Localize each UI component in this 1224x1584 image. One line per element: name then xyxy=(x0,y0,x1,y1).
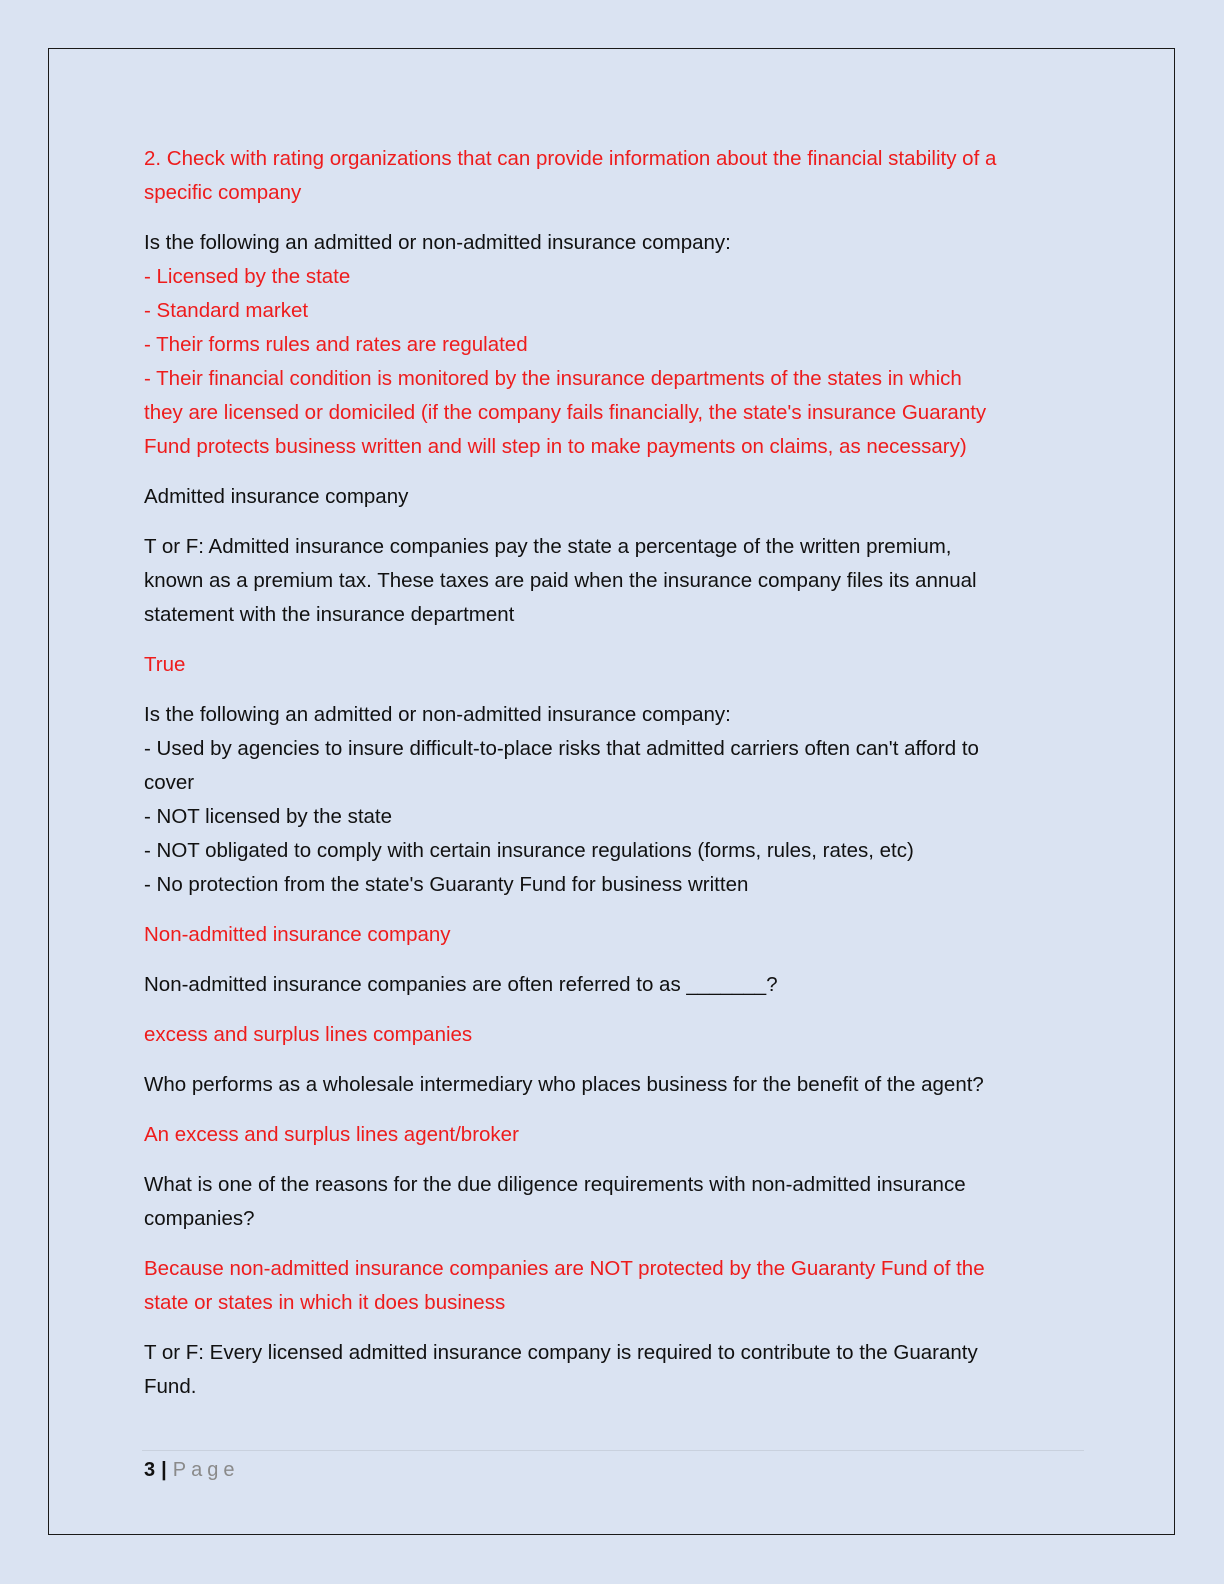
question-paragraph xyxy=(144,698,1074,902)
answer-line: An excess and surplus lines agent/broker xyxy=(144,1123,519,1146)
answer-line: - Standard market xyxy=(144,299,309,322)
question-line: Is the following an admitted or non-admitted insurance company: xyxy=(144,703,731,726)
footer-divider xyxy=(142,1450,1084,1451)
answer-line: specific company xyxy=(144,181,302,204)
answer-paragraph xyxy=(144,1252,1074,1320)
answer-line: Non-admitted insurance company xyxy=(144,923,451,946)
question-paragraph xyxy=(144,1068,1074,1102)
question-line: - NOT obligated to comply with certain insurance regulations (forms, rules, rates, etc) xyxy=(144,839,914,862)
answer-paragraph xyxy=(144,1118,1074,1152)
question-line: T or F: Every licensed admitted insurance company is required to contribute to the Guaranty xyxy=(144,1341,978,1364)
answer-line: True xyxy=(144,653,186,676)
answer-line: excess and surplus lines companies xyxy=(144,1023,473,1046)
question-paragraph xyxy=(144,1336,1074,1404)
question-paragraph xyxy=(144,226,1074,464)
answer-line: 2. Check with rating organizations that can provide information about the financial stability of a xyxy=(144,147,997,170)
page-footer xyxy=(144,1455,239,1485)
question-line: - NOT licensed by the state xyxy=(144,805,393,828)
question-line: Who performs as a wholesale intermediary who places business for the benefit of the agent? xyxy=(144,1073,984,1096)
question-line: companies? xyxy=(144,1207,255,1230)
answer-line: Because non-admitted insurance companies are NOT protected by the Guaranty Fund of the xyxy=(144,1257,985,1280)
answer-line: Fund protects business written and will step in to make payments on claims, as necessary) xyxy=(144,435,967,458)
question-line: Admitted insurance company xyxy=(144,485,409,508)
page-number: 3 xyxy=(144,1459,156,1481)
question-line: Is the following an admitted or non-admitted insurance company: xyxy=(144,231,731,254)
question-line: - Used by agencies to insure difficult-to-place risks that admitted carriers often can't afford to xyxy=(144,737,979,760)
question-line: Fund. xyxy=(144,1375,197,1398)
question-line: statement with the insurance department xyxy=(144,603,515,626)
question-line: - No protection from the state's Guaranty Fund for business written xyxy=(144,873,749,896)
answer-line: state or states in which it does business xyxy=(144,1291,506,1314)
answer-line: - Their financial condition is monitored by the insurance departments of the states in which xyxy=(144,367,962,390)
footer-separator: | xyxy=(161,1459,167,1481)
question-line: Non-admitted insurance companies are often referred to as _______? xyxy=(144,973,778,996)
answer-line: - Licensed by the state xyxy=(144,265,351,288)
answer-paragraph xyxy=(144,142,1074,210)
document-body xyxy=(144,142,1074,1420)
question-line: T or F: Admitted insurance companies pay the state a percentage of the written premium, xyxy=(144,535,952,558)
answer-line: they are licensed or domiciled (if the company fails financially, the state's insurance Guaranty xyxy=(144,401,987,424)
question-line: known as a premium tax. These taxes are paid when the insurance company files its annual xyxy=(144,569,977,592)
question-paragraph xyxy=(144,968,1074,1002)
question-line: cover xyxy=(144,771,195,794)
page-label: Page xyxy=(172,1459,240,1481)
answer-line: - Their forms rules and rates are regulated xyxy=(144,333,528,356)
answer-paragraph xyxy=(144,648,1074,682)
answer-paragraph xyxy=(144,918,1074,952)
question-paragraph xyxy=(144,1168,1074,1236)
question-line: What is one of the reasons for the due diligence requirements with non-admitted insurance xyxy=(144,1173,966,1196)
question-paragraph xyxy=(144,480,1074,514)
answer-paragraph xyxy=(144,1018,1074,1052)
question-paragraph xyxy=(144,530,1074,632)
